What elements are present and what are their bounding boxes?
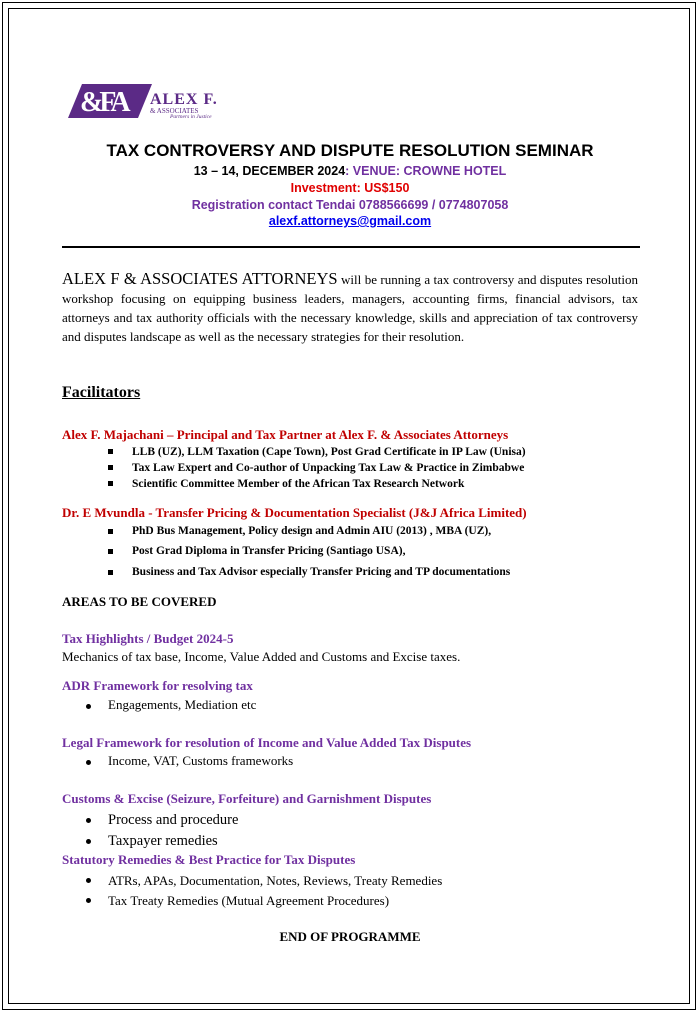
intro-lead: ALEX F & ASSOCIATES ATTORNEYS	[62, 269, 338, 288]
topic-items	[83, 871, 442, 911]
date-venue-line	[0, 164, 700, 178]
list-item: Business and Tax Advisor especially Transfer Pricing and TP documentations	[108, 562, 510, 583]
bullet-icon	[86, 898, 91, 903]
list-item: Income, VAT, Customs frameworks	[83, 753, 293, 769]
list-item: Engagements, Mediation etc	[83, 697, 256, 713]
facilitator-credentials	[108, 444, 526, 492]
square-bullet-icon	[108, 481, 113, 486]
seminar-dates: 13 – 14, DECEMBER 2024	[193, 164, 346, 178]
header-divider	[62, 246, 640, 248]
list-item: Scientific Committee Member of the African Tax Research Network	[108, 476, 526, 492]
investment-line: Investment: US$150	[290, 181, 410, 195]
square-bullet-icon	[108, 465, 113, 470]
list-item: ATRs, APAs, Documentation, Notes, Reviews, Treaty Remedies	[83, 871, 442, 891]
facilitator-name: Dr. E Mvundla - Transfer Pricing & Documentation Specialist (J&J Africa Limited)	[62, 505, 527, 520]
list-item: Tax Law Expert and Co-author of Unpacking Tax Law & Practice in Zimbabwe	[108, 460, 526, 476]
facilitators-heading: Facilitators	[62, 384, 141, 401]
areas-heading: AREAS TO BE COVERED	[62, 594, 217, 609]
list-item: Tax Treaty Remedies (Mutual Agreement Procedures)	[83, 891, 442, 911]
svg-text:&FA: &FA	[80, 87, 127, 118]
bullet-icon	[86, 818, 91, 823]
topic-items	[83, 697, 256, 713]
end-of-programme: END OF PROGRAMME	[279, 929, 421, 944]
topic-title: Legal Framework for resolution of Income and Value Added Tax Disputes	[62, 735, 472, 750]
list-item: Process and procedure	[83, 810, 238, 831]
bullet-icon	[86, 839, 91, 844]
seminar-title: TAX CONTROVERSY AND DISPUTE RESOLUTION SEMINAR	[106, 141, 594, 160]
square-bullet-icon	[108, 570, 113, 575]
list-item: Taxpayer remedies	[83, 831, 238, 852]
list-item: Post Grad Diploma in Transfer Pricing (Santiago USA),	[108, 541, 510, 562]
logo-name: ALEX F.	[150, 91, 218, 108]
facilitator-name: Alex F. Majachani – Principal and Tax Partner at Alex F. & Associates Attorneys	[62, 427, 509, 442]
topic-description: Mechanics of tax base, Income, Value Added and Customs and Excise taxes.	[62, 649, 461, 664]
seminar-venue: : VENUE: CROWNE HOTEL	[345, 164, 507, 178]
topic-title: Statutory Remedies & Best Practice for Tax Disputes	[62, 852, 356, 867]
intro-text: will be running a tax controversy and disputes resolution workshop focusing on equipping business leaders, managers, accounting firms, financial advisors, tax attorneys and tax authority officials with the necessary knowledge, skills and appreciation of tax controversy and disputes landscape as well as the necessary strategies for their resolution.	[62, 272, 638, 344]
bullet-icon	[86, 878, 91, 883]
facilitator-credentials	[108, 522, 510, 583]
square-bullet-icon	[108, 449, 113, 454]
firm-logo-icon	[68, 84, 152, 118]
topic-items	[83, 810, 238, 852]
list-item: LLB (UZ), LLM Taxation (Cape Town), Post Grad Certificate in IP Law (Unisa)	[108, 444, 526, 460]
logo-sub: & ASSOCIATES	[150, 107, 199, 115]
registration-line: Registration contact Tendai 0788566699 / 0774807058	[191, 198, 509, 212]
email-link[interactable]: alexf.attorneys@gmail.com	[268, 214, 432, 228]
bullet-icon	[86, 704, 91, 709]
topic-title: ADR Framework for resolving tax	[62, 678, 253, 693]
square-bullet-icon	[108, 549, 113, 554]
topic-title: Customs & Excise (Seizure, Forfeiture) and Garnishment Disputes	[62, 791, 432, 806]
topic-title: Tax Highlights / Budget 2024-5	[62, 631, 234, 646]
square-bullet-icon	[108, 529, 113, 534]
topic-items	[83, 753, 293, 769]
logo-tagline: Partners in Justice	[170, 114, 212, 120]
list-item: PhD Bus Management, Policy design and Admin AIU (2013) , MBA (UZ),	[108, 522, 510, 541]
intro-paragraph	[62, 269, 638, 346]
bullet-icon	[86, 760, 91, 765]
